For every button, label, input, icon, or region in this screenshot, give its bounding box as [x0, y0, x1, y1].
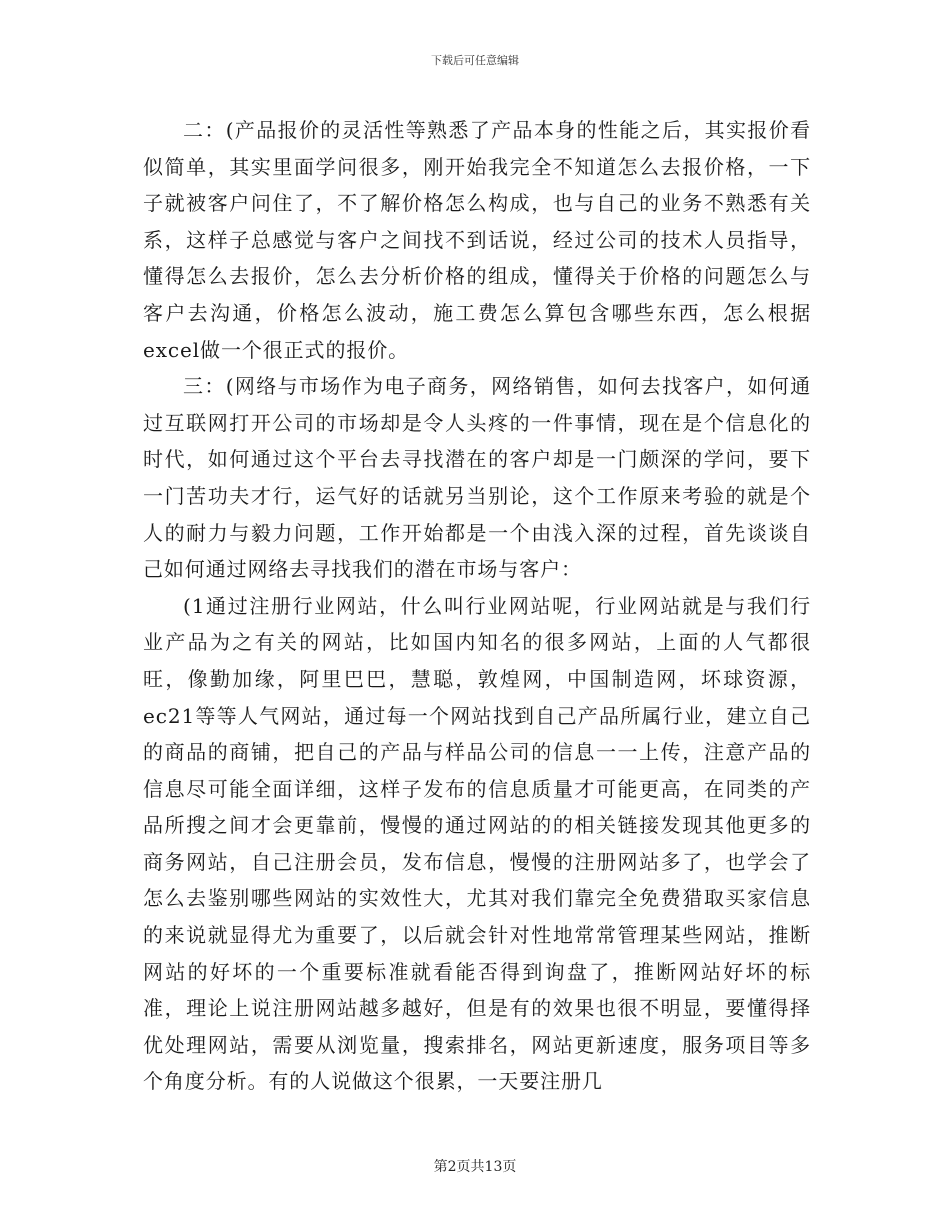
- paragraph-industry-websites: (1通过注册行业网站，什么叫行业网站呢，行业网站就是与我们行业产品为之有关的网站，比如国内知名的很多网站，上面的人气都很旺，像勤加缘，阿里巴巴，慧聪，敦煌网，中国制造网，坏球资源，ec21等等人气网站，通过每一个网站找到自己产品所属行业，建立自己的商品的商铺，把自己的产品与样品公司的信息一一上传，注意产品的信息尽可能全面详细，这样子发布的信息质量才可能更高，在同类的产品所搜之间才会更靠前，慢慢的通过网站的的相关链接发现其他更多的商务网站，自己注册会员，发布信息，慢慢的注册网站多了，也学会了怎么去鉴别哪些网站的实效性大，尤其对我们靠完全免费猎取买家信息的来说就显得尤为重要了，以后就会针对性地常常管理某些网站，推断网站的好坏的一个重要标准就看能否得到询盘了，推断网站好坏的标准，理论上说注册网站越多越好，但是有的效果也很不明显，要懂得择优处理网站，需要从浏览量，搜索排名，网站更新速度，服务项目等多个角度分析。有的人说做这个很累，一天要注册几: [143, 593, 811, 1094]
- paragraph-network-market: 三：(网络与市场作为电子商务，网络销售，如何去找客户，如何通过互联网打开公司的市场却是令人头疼的一件事情，现在是个信息化的时代，如何通过这个平台去寻找潜在的客户却是一门颇深的学问，要下一门苦功夫才行，运气好的话就另当别论，这个工作原来考验的就是个人的耐力与毅力问题，工作开始都是一个由浅入深的过程，首先谈谈自己如何通过网络去寻找我们的潜在市场与客户：: [143, 374, 811, 582]
- document-body: [143, 112, 811, 1100]
- paragraph-pricing: 二：(产品报价的灵活性等熟悉了产品本身的性能之后，其实报价看似简单，其实里面学问很多，刚开始我完全不知道怎么去报价格，一下子就被客户问住了，不了解价格怎么构成，也与自己的业务不熟悉有关系，这样子总感觉与客户之间找不到话说，经过公司的技术人员指导，懂得怎么去报价，怎么去分析价格的组成，懂得关于价格的问题怎么与客户去沟通，价格怎么波动，施工费怎么算包含哪些东西，怎么根据excel做一个很正式的报价。: [143, 118, 811, 362]
- page-number: 第2页共13页: [433, 1159, 517, 1175]
- page-header: 下载后可任意编辑: [431, 54, 519, 67]
